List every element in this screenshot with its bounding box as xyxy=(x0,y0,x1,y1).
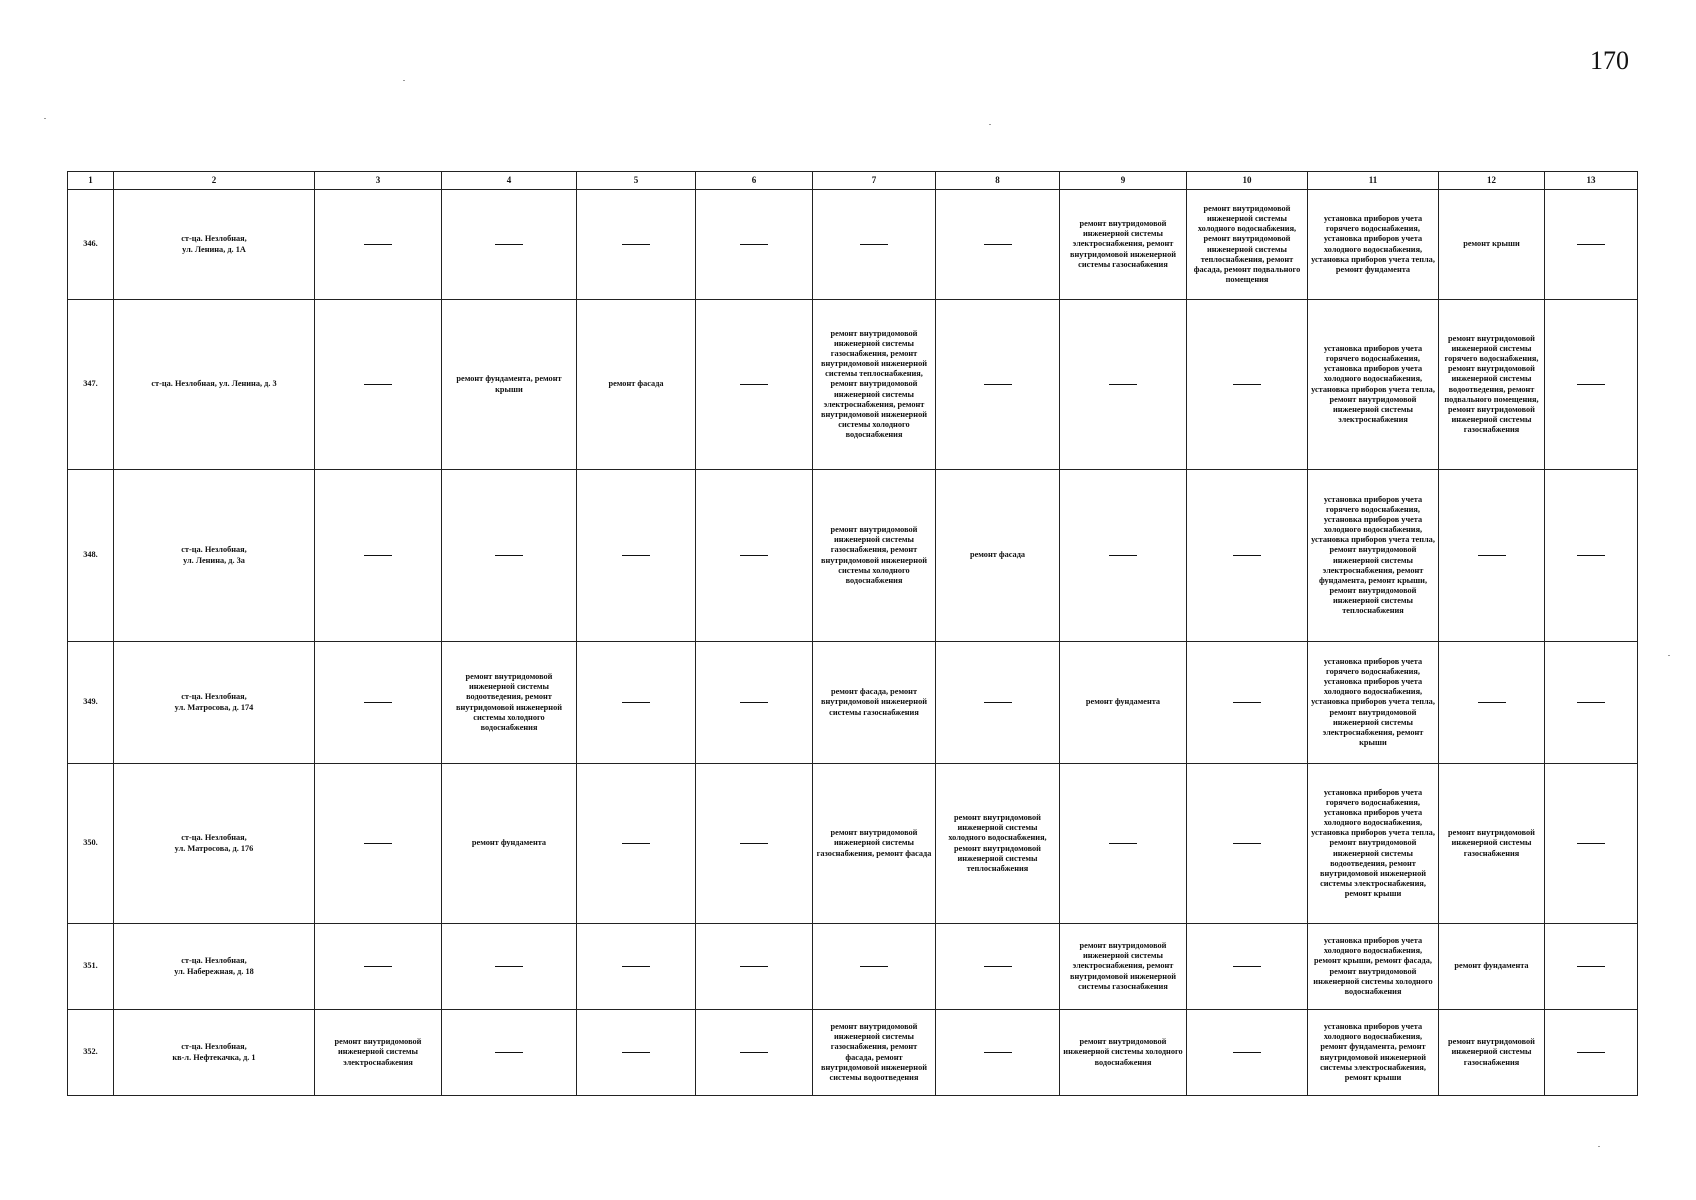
table-row xyxy=(68,190,1638,300)
empty-cell xyxy=(315,642,442,764)
col-header: 13 xyxy=(1545,172,1638,190)
address-line: ул. Матросова, д. 174 xyxy=(174,702,254,712)
dash-mark xyxy=(622,1052,650,1053)
work-cell: ремонт внутридомовой инженерной системы холодного водоснабжения, ремонт внутридомовой инженерной системы теплоснабжения xyxy=(936,764,1060,924)
empty-cell xyxy=(1187,764,1308,924)
dash-mark xyxy=(364,702,392,703)
page-number: 170 xyxy=(1590,46,1629,75)
empty-cell xyxy=(1545,764,1638,924)
empty-cell xyxy=(936,1010,1060,1096)
col-header: 6 xyxy=(696,172,813,190)
work-cell: установка приборов учета горячего водоснабжения, установка приборов учета холодного водоснабжения, установка приборов учета тепла, ремонт внутридомовой инженерной системы электроснабжения, ремонт фундамента, ремонт крыши, ремонт внутридомовой инженерной системы теплоснабжения xyxy=(1308,470,1439,642)
dash-mark xyxy=(622,966,650,967)
empty-cell xyxy=(696,470,813,642)
address-line: ул. Матросова, д. 176 xyxy=(174,843,254,853)
scan-speck xyxy=(403,80,405,81)
empty-cell xyxy=(315,924,442,1010)
empty-cell xyxy=(696,1010,813,1096)
work-cell: ремонт фасада xyxy=(577,300,696,470)
table-row xyxy=(68,470,1638,642)
empty-cell xyxy=(577,1010,696,1096)
dash-mark xyxy=(1577,555,1605,556)
empty-cell xyxy=(1439,642,1545,764)
work-cell: установка приборов учета горячего водоснабжения, установка приборов учета холодного водоснабжения, установка приборов учета тепла, ремонт внутридомовой инженерной системы электроснабжения xyxy=(1308,300,1439,470)
empty-cell xyxy=(577,190,696,300)
dash-mark xyxy=(740,702,768,703)
scan-speck xyxy=(989,124,991,125)
empty-cell xyxy=(442,470,577,642)
work-cell: установка приборов учета горячего водоснабжения, установка приборов учета холодного водоснабжения, установка приборов учета тепла, ремонт внутридомовой инженерной системы электроснабжения, ремонт крыши xyxy=(1308,642,1439,764)
address-line: ст-ца. Незлобная, xyxy=(181,692,247,702)
empty-cell xyxy=(1545,300,1638,470)
empty-cell xyxy=(1439,470,1545,642)
address-line: ст-ца. Незлобная, xyxy=(181,833,247,843)
col-header: 7 xyxy=(813,172,936,190)
dash-mark xyxy=(1233,1052,1261,1053)
empty-cell xyxy=(315,764,442,924)
empty-cell xyxy=(1187,1010,1308,1096)
col-header: 1 xyxy=(68,172,114,190)
empty-cell xyxy=(1060,300,1187,470)
dash-mark xyxy=(984,966,1012,967)
dash-mark xyxy=(1109,384,1137,385)
work-cell: ремонт внутридомовой инженерной системы холодного водоснабжения xyxy=(1060,1010,1187,1096)
row-number: 350. xyxy=(68,764,114,924)
work-cell: ремонт внутридомовой инженерной системы газоснабжения xyxy=(1439,764,1545,924)
work-cell: установка приборов учета горячего водоснабжения, установка приборов учета холодного водоснабжения, установка приборов учета тепла, ремонт внутридомовой инженерной системы водоотведения, ремонт внутридомовой инженерной системы электроснабжения, ремонт крыши xyxy=(1308,764,1439,924)
row-number: 352. xyxy=(68,1010,114,1096)
work-cell: ремонт внутридомовой инженерной системы газоснабжения, ремонт внутридомовой инженерной системы теплоснабжения, ремонт внутридомовой инженерной системы электроснабжения, ремонт внутридомовой инженерной системы холодного водоснабжения xyxy=(813,300,936,470)
empty-cell xyxy=(1187,470,1308,642)
work-cell: ремонт фасада, ремонт внутридомовой инженерной системы газоснабжения xyxy=(813,642,936,764)
work-cell: ремонт внутридомовой инженерной системы горячего водоснабжения, ремонт внутридомовой инженерной системы водоотведения, ремонт подвального помещения, ремонт внутридомовой инженерной системы газоснабжения xyxy=(1439,300,1545,470)
dash-mark xyxy=(1233,384,1261,385)
empty-cell xyxy=(315,190,442,300)
row-number: 347. xyxy=(68,300,114,470)
work-cell: ремонт фасада xyxy=(936,470,1060,642)
empty-cell xyxy=(577,470,696,642)
dash-mark xyxy=(984,1052,1012,1053)
work-cell: установка приборов учета холодного водоснабжения, ремонт крыши, ремонт фасада, ремонт внутридомовой инженерной системы холодного водоснабжения xyxy=(1308,924,1439,1010)
address-cell xyxy=(114,300,315,470)
empty-cell xyxy=(442,190,577,300)
empty-cell xyxy=(1545,470,1638,642)
empty-cell xyxy=(936,642,1060,764)
scan-speck xyxy=(1668,655,1670,656)
address-cell xyxy=(114,190,315,300)
work-cell: установка приборов учета холодного водоснабжения, ремонт фундамента, ремонт внутридомовой инженерной системы электроснабжения, ремонт крыши xyxy=(1308,1010,1439,1096)
col-header: 8 xyxy=(936,172,1060,190)
empty-cell xyxy=(1060,764,1187,924)
dash-mark xyxy=(622,843,650,844)
dash-mark xyxy=(495,244,523,245)
empty-cell xyxy=(936,190,1060,300)
work-cell: ремонт фундамента xyxy=(442,764,577,924)
empty-cell xyxy=(1545,924,1638,1010)
empty-cell xyxy=(442,1010,577,1096)
work-cell: ремонт внутридомовой инженерной системы холодного водоснабжения, ремонт внутридомовой инженерной системы теплоснабжения, ремонт фасада, ремонт подвального помещения xyxy=(1187,190,1308,300)
col-header: 4 xyxy=(442,172,577,190)
address-line: ст-ца. Незлобная, xyxy=(181,956,247,966)
empty-cell xyxy=(315,470,442,642)
address-line: ул. Набережная, д. 18 xyxy=(174,966,254,976)
work-cell: ремонт фундамента xyxy=(1439,924,1545,1010)
work-cell: ремонт внутридомовой инженерной системы газоснабжения, ремонт фасада xyxy=(813,764,936,924)
dash-mark xyxy=(740,244,768,245)
address-cell xyxy=(114,924,315,1010)
empty-cell xyxy=(936,300,1060,470)
dash-mark xyxy=(495,555,523,556)
work-cell: ремонт внутридомовой инженерной системы газоснабжения xyxy=(1439,1010,1545,1096)
dash-mark xyxy=(1577,702,1605,703)
row-number: 346. xyxy=(68,190,114,300)
dash-mark xyxy=(1233,966,1261,967)
dash-mark xyxy=(622,244,650,245)
dash-mark xyxy=(984,384,1012,385)
address-line: ул. Ленина, д. 1А xyxy=(182,244,246,254)
dash-mark xyxy=(364,244,392,245)
col-header: 5 xyxy=(577,172,696,190)
dash-mark xyxy=(1478,702,1506,703)
col-header: 10 xyxy=(1187,172,1308,190)
empty-cell xyxy=(813,190,936,300)
dash-mark xyxy=(860,244,888,245)
dash-mark xyxy=(1233,843,1261,844)
col-header: 3 xyxy=(315,172,442,190)
address-cell xyxy=(114,1010,315,1096)
empty-cell xyxy=(696,300,813,470)
dash-mark xyxy=(984,702,1012,703)
empty-cell xyxy=(1060,470,1187,642)
row-number: 348. xyxy=(68,470,114,642)
work-cell: ремонт внутридомовой инженерной системы водоотведения, ремонт внутридомовой инженерной системы холодного водоснабжения xyxy=(442,642,577,764)
dash-mark xyxy=(1233,702,1261,703)
column-number-row xyxy=(68,172,1638,190)
empty-cell xyxy=(577,924,696,1010)
empty-cell xyxy=(696,642,813,764)
dash-mark xyxy=(495,966,523,967)
work-cell: ремонт фундамента, ремонт крыши xyxy=(442,300,577,470)
work-cell: установка приборов учета горячего водоснабжения, установка приборов учета холодного водоснабжения, установка приборов учета тепла, ремонт фундамента xyxy=(1308,190,1439,300)
dash-mark xyxy=(1109,555,1137,556)
dash-mark xyxy=(364,384,392,385)
col-header: 9 xyxy=(1060,172,1187,190)
dash-mark xyxy=(984,244,1012,245)
address-line: ст-ца. Незлобная, xyxy=(181,545,247,555)
empty-cell xyxy=(696,190,813,300)
empty-cell xyxy=(577,642,696,764)
dash-mark xyxy=(740,1052,768,1053)
dash-mark xyxy=(740,555,768,556)
dash-mark xyxy=(1109,843,1137,844)
dash-mark xyxy=(1233,555,1261,556)
dash-mark xyxy=(495,1052,523,1053)
dash-mark xyxy=(1577,1052,1605,1053)
work-cell: ремонт крыши xyxy=(1439,190,1545,300)
work-cell: ремонт фундамента xyxy=(1060,642,1187,764)
empty-cell xyxy=(1187,642,1308,764)
col-header: 2 xyxy=(114,172,315,190)
address-cell xyxy=(114,642,315,764)
empty-cell xyxy=(1545,642,1638,764)
address-cell xyxy=(114,470,315,642)
repair-plan-table xyxy=(67,171,1638,1096)
table-row xyxy=(68,300,1638,470)
dash-mark xyxy=(1577,384,1605,385)
dash-mark xyxy=(740,966,768,967)
work-cell: ремонт внутридомовой инженерной системы электроснабжения, ремонт внутридомовой инженерной системы газоснабжения xyxy=(1060,924,1187,1010)
empty-cell xyxy=(1187,300,1308,470)
table-row xyxy=(68,924,1638,1010)
dash-mark xyxy=(860,966,888,967)
dash-mark xyxy=(740,384,768,385)
scan-speck xyxy=(44,118,46,119)
work-cell: ремонт внутридомовой инженерной системы электроснабжения, ремонт внутридомовой инженерной системы газоснабжения xyxy=(1060,190,1187,300)
work-cell: ремонт внутридомовой инженерной системы электроснабжения xyxy=(315,1010,442,1096)
empty-cell xyxy=(696,764,813,924)
work-cell: ремонт внутридомовой инженерной системы газоснабжения, ремонт внутридомовой инженерной системы холодного водоснабжения xyxy=(813,470,936,642)
address-line: кв-л. Нефтекачка, д. 1 xyxy=(172,1052,256,1062)
empty-cell xyxy=(1545,1010,1638,1096)
dash-mark xyxy=(622,555,650,556)
empty-cell xyxy=(577,764,696,924)
dash-mark xyxy=(1577,966,1605,967)
dash-mark xyxy=(364,555,392,556)
address-line: ул. Ленина, д. 3а xyxy=(183,555,245,565)
col-header: 11 xyxy=(1308,172,1439,190)
dash-mark xyxy=(1577,244,1605,245)
row-number: 351. xyxy=(68,924,114,1010)
address-line: ст-ца. Незлобная, xyxy=(181,234,247,244)
col-header: 12 xyxy=(1439,172,1545,190)
table-row xyxy=(68,1010,1638,1096)
empty-cell xyxy=(813,924,936,1010)
scan-speck xyxy=(1598,1146,1600,1147)
address-line: ст-ца. Незлобная, xyxy=(181,1042,247,1052)
table-row xyxy=(68,642,1638,764)
empty-cell xyxy=(315,300,442,470)
empty-cell xyxy=(696,924,813,1010)
dash-mark xyxy=(740,843,768,844)
empty-cell xyxy=(1187,924,1308,1010)
work-cell: ремонт внутридомовой инженерной системы газоснабжения, ремонт фасада, ремонт внутридомовой инженерной системы водоотведения xyxy=(813,1010,936,1096)
empty-cell xyxy=(1545,190,1638,300)
address-cell xyxy=(114,764,315,924)
dash-mark xyxy=(1577,843,1605,844)
dash-mark xyxy=(364,843,392,844)
dash-mark xyxy=(1478,555,1506,556)
address-line: ст-ца. Незлобная, ул. Ленина, д. 3 xyxy=(151,379,277,389)
empty-cell xyxy=(442,924,577,1010)
table-row xyxy=(68,764,1638,924)
empty-cell xyxy=(936,924,1060,1010)
row-number: 349. xyxy=(68,642,114,764)
dash-mark xyxy=(622,702,650,703)
dash-mark xyxy=(364,966,392,967)
